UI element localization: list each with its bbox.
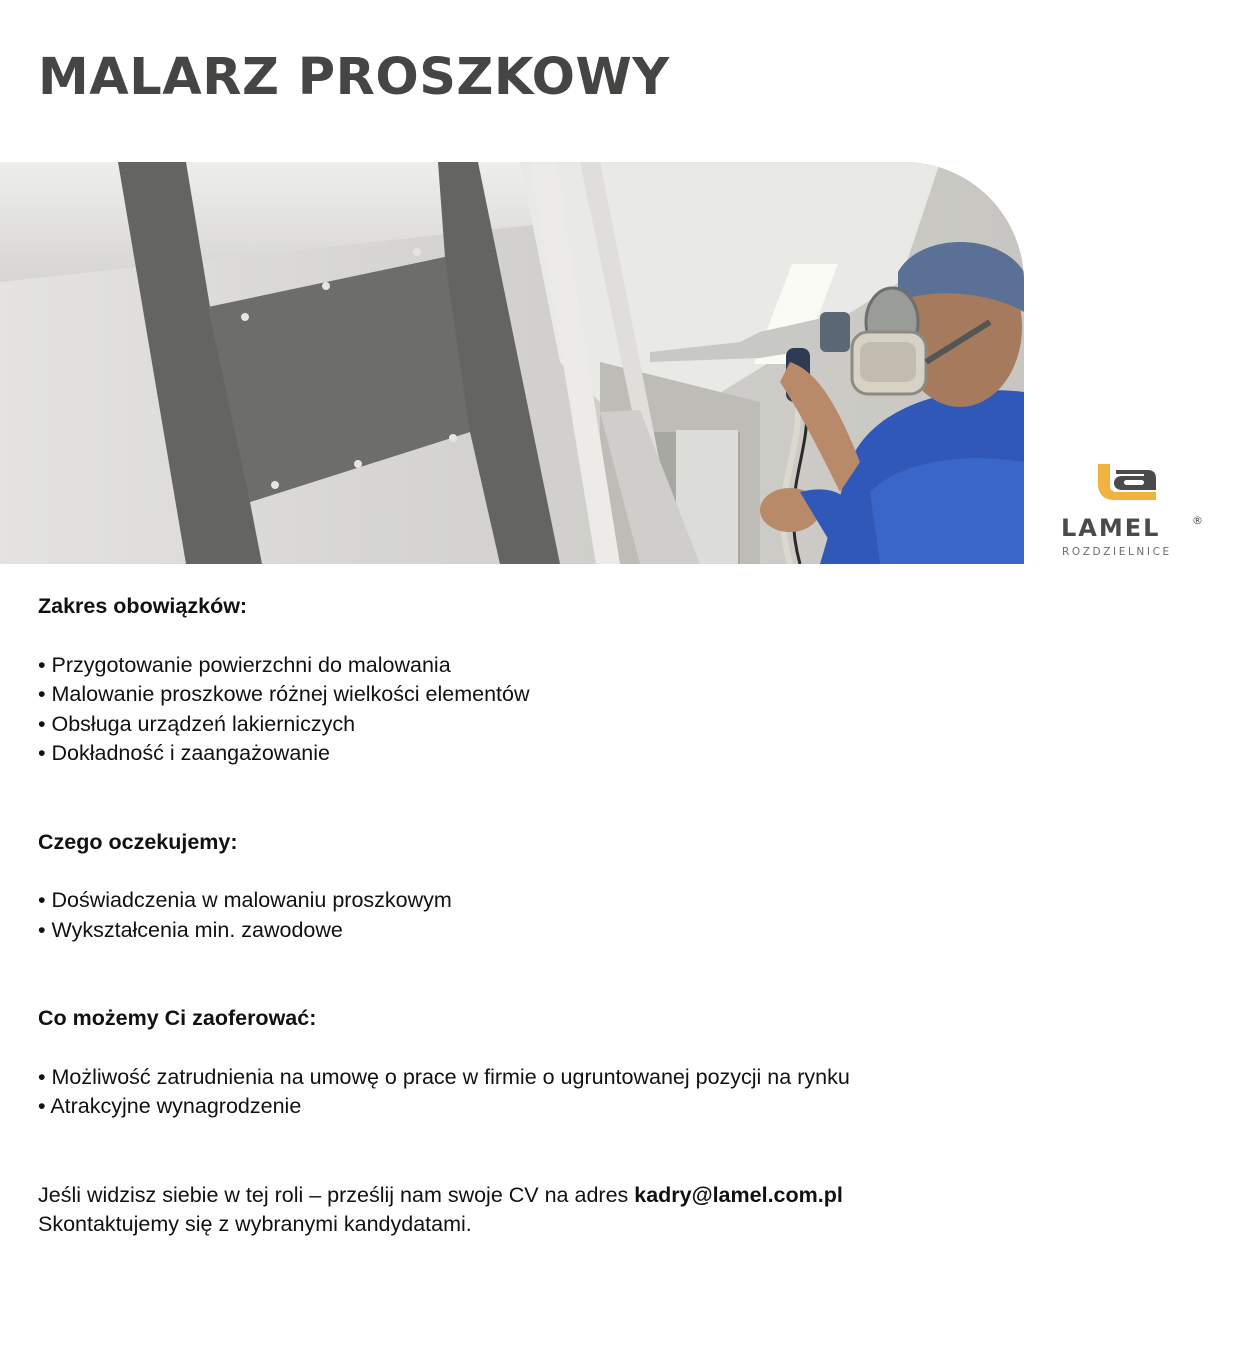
photo-icon: [0, 162, 1024, 564]
list-item: • Atrakcyjne wynagrodzenie: [38, 1094, 302, 1118]
lamel-logo-icon: [1096, 462, 1158, 500]
list-item: • Obsługa urządzeń lakierniczych: [38, 711, 356, 736]
list-item: • Dokładność i zaangażowanie: [38, 741, 330, 765]
list-item: • Przygotowanie powierzchni do malowania: [38, 652, 451, 677]
offer-section: [38, 1004, 1198, 1122]
hero-photo: [0, 162, 1024, 564]
duties-list: [38, 651, 1198, 769]
list-item: • Wykształcenia min. zawodowe: [38, 917, 343, 942]
page-title: MALARZ PROSZKOWY: [38, 48, 670, 107]
logo-registered-mark: ®: [1192, 514, 1203, 527]
expectations-section: [38, 828, 1198, 946]
contact-text: Jeśli widzisz siebie w tej roli – prześlij nam swoje CV na adres: [38, 1182, 635, 1207]
logo-subtitle: ROZDZIELNICE: [1062, 546, 1172, 558]
duties-heading: Zakres obowiązków:: [38, 594, 248, 618]
logo-wordmark: LAMEL: [1061, 514, 1161, 542]
lamel-logo: [1058, 462, 1218, 562]
expectations-heading: Czego oczekujemy:: [38, 829, 238, 854]
list-item: • Doświadczenia w malowaniu proszkowym: [38, 888, 452, 912]
list-item: • Możliwość zatrudnienia na umowę o prace w firmie o ugruntowanej pozycji na rynku: [38, 1064, 850, 1089]
duties-section: [38, 592, 1198, 769]
contact-section: [38, 1181, 1198, 1240]
offer-heading: Co możemy Ci zaoferować:: [38, 1006, 317, 1030]
contact-email: kadry@lamel.com.pl: [634, 1182, 843, 1207]
contact-line: [38, 1181, 1198, 1211]
offer-list: [38, 1063, 1198, 1122]
list-item: • Malowanie proszkowe różnej wielkości elementów: [38, 682, 530, 706]
expectations-list: [38, 886, 1198, 945]
contact-followup: Skontaktujemy się z wybranymi kandydatami.: [38, 1212, 472, 1236]
job-description: [38, 592, 1198, 1240]
